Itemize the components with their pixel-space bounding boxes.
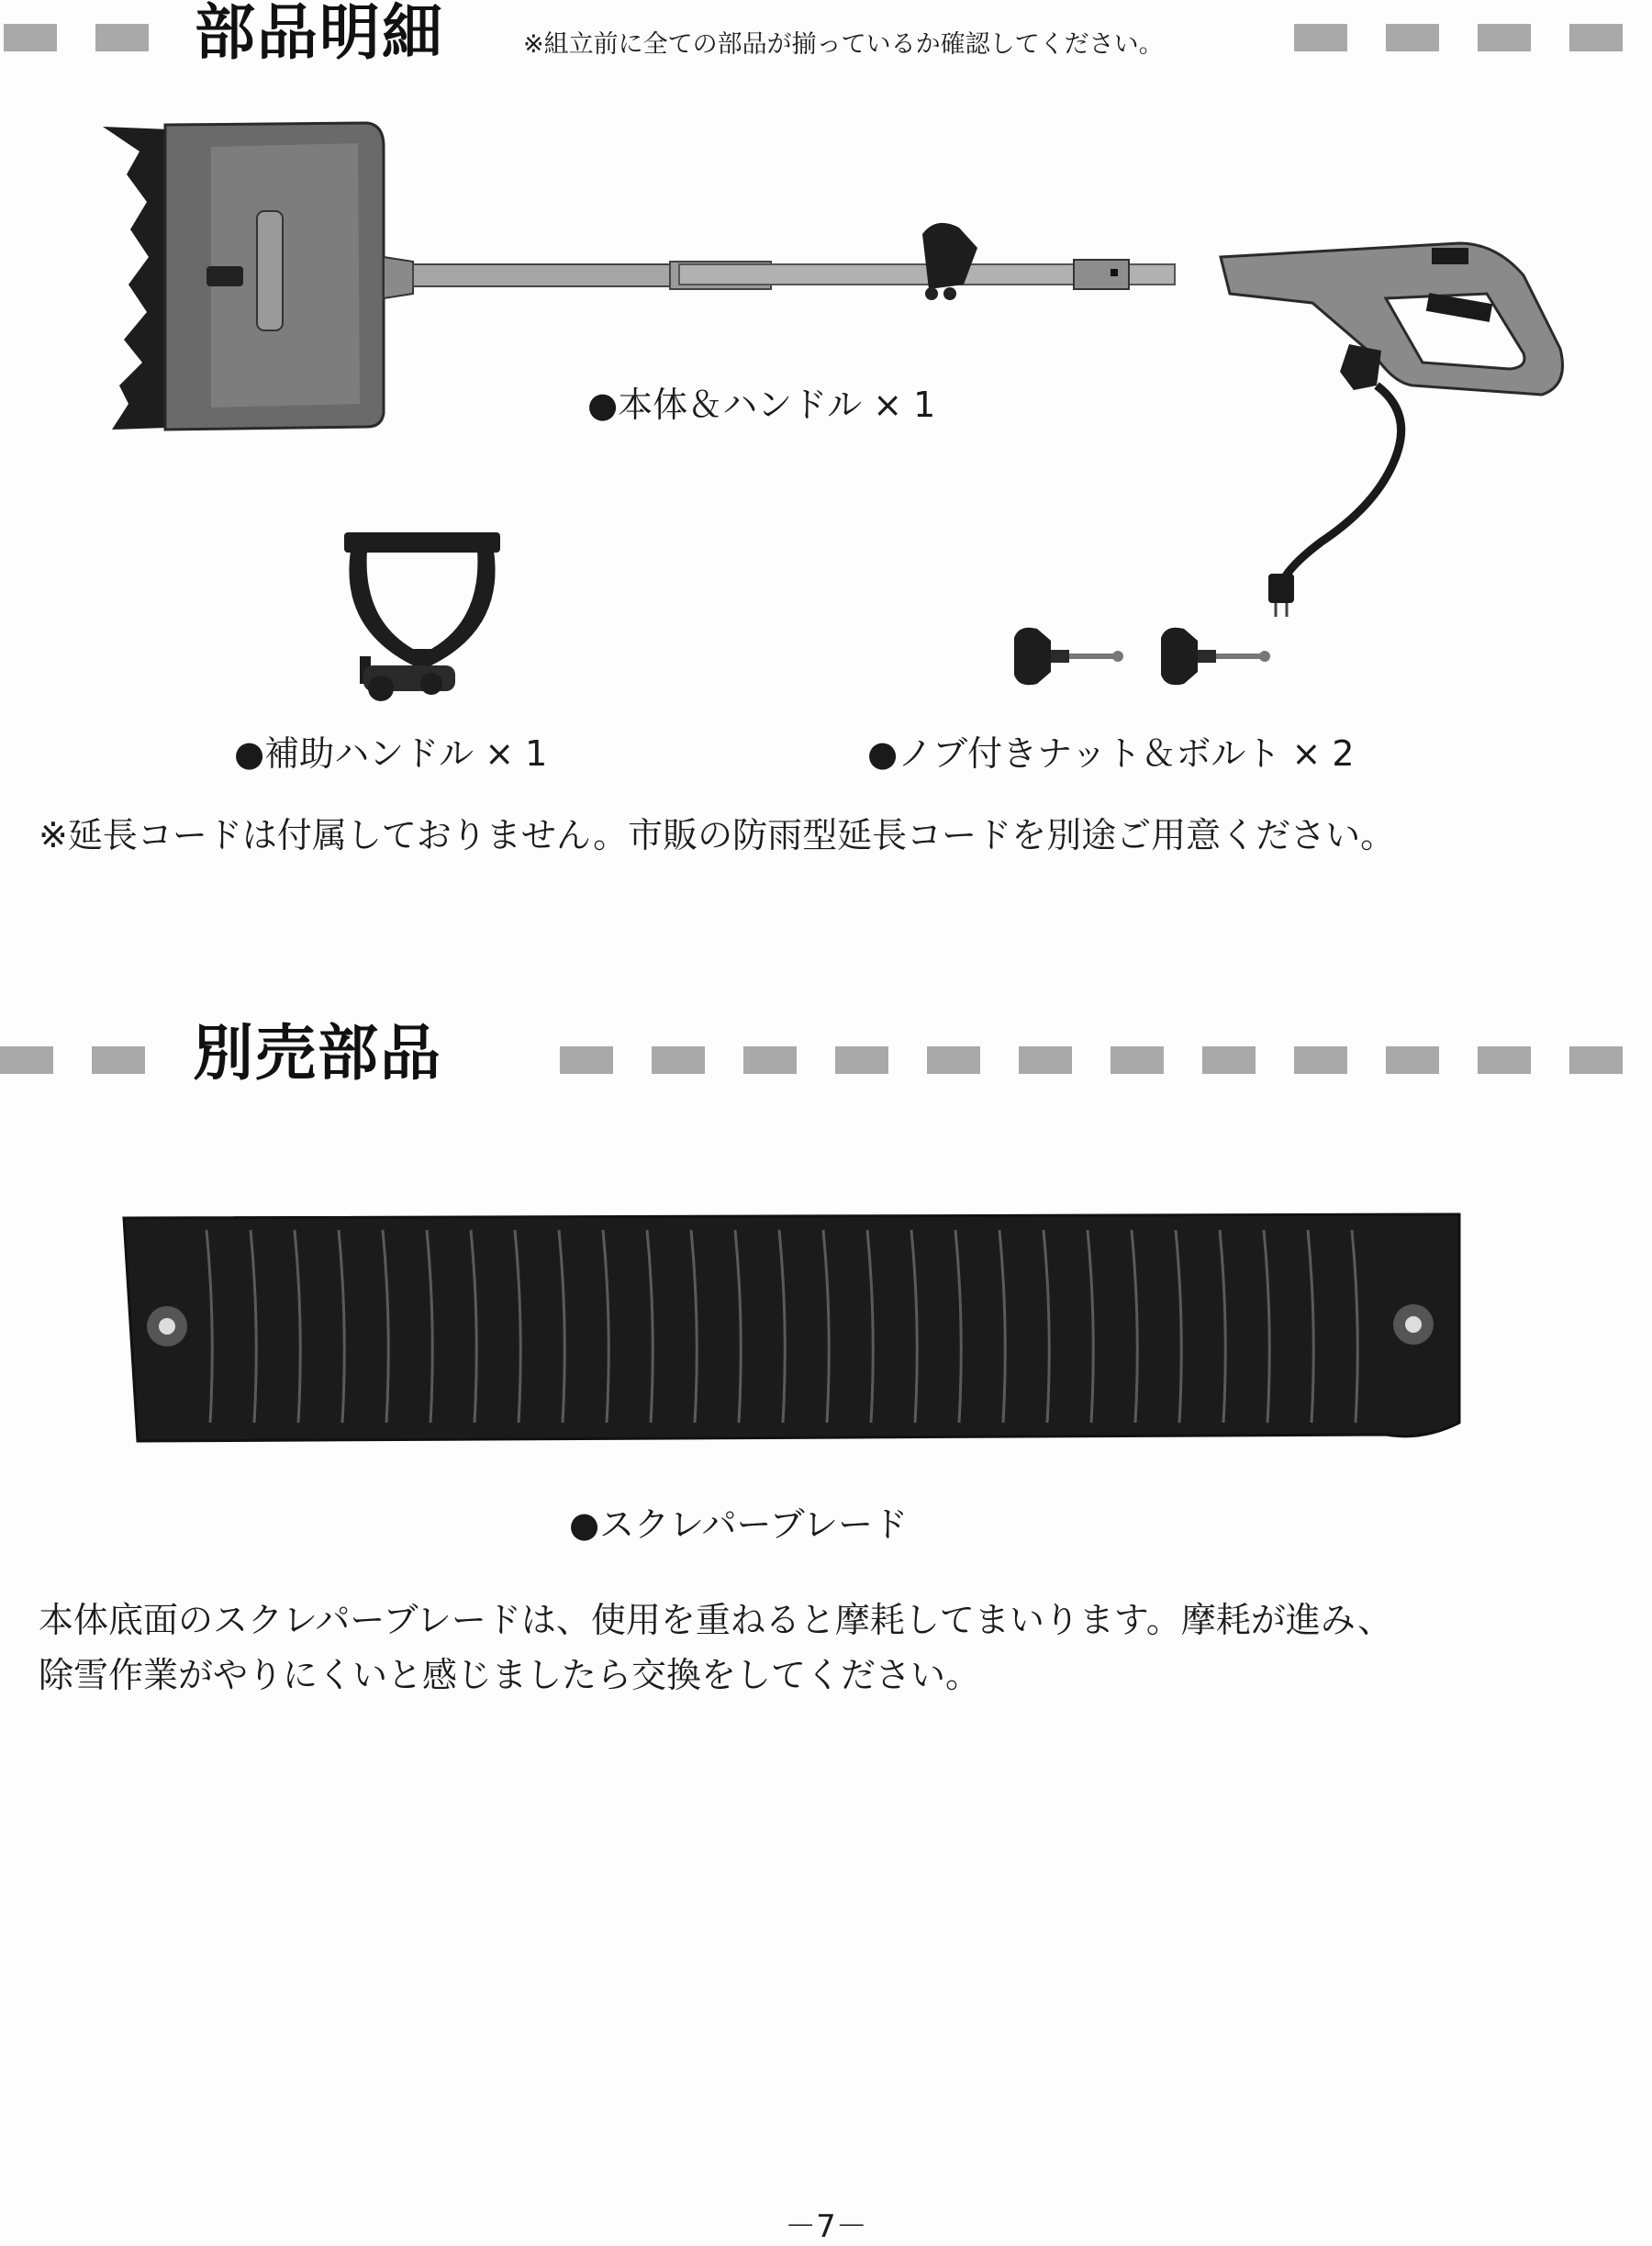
blade-description-line2: 除雪作業がやりにくいと感じましたら交換をしてください。 [39,1655,981,1695]
aux-handle-label: ●補助ハンドル × 1 [234,733,548,774]
blade-description-line1: 本体底面のスクレパーブレードは、使用を重ねると摩耗してまいります。摩耗が進み、 [39,1600,1393,1640]
header-dash [1202,1046,1256,1074]
header-dash [1478,24,1531,51]
header-dash [1478,1046,1531,1074]
page-number: －7－ [785,2208,867,2245]
header-dash [835,1046,888,1074]
header-dash [1294,1046,1347,1074]
header-dash [743,1046,797,1074]
header-dash [4,24,57,51]
knob-nut-bolt-label: ●ノブ付きナット＆ボルト × 2 [867,733,1355,774]
header-dash [1019,1046,1072,1074]
header-dash [0,1046,53,1074]
header-dash [1386,1046,1439,1074]
section1-note: ※組立前に全ての部品が揃っているか確認してください。 [523,30,1164,59]
extension-cord-note: ※延長コードは付属しておりません。市販の防雨型延長コードを別途ご用意ください。 [39,815,1396,855]
auxiliary-handle-illustration [340,528,505,711]
main-body-handle-label: ●本体＆ハンドル × 1 [587,385,936,425]
section1-title: 部品明細 [195,0,444,68]
snow-shovel-main-illustration [92,110,1560,624]
header-dash [1111,1046,1164,1074]
scraper-blade-illustration [119,1198,1468,1450]
header-dash [927,1046,980,1074]
section2-title: 別売部品 [193,1018,442,1089]
header-dash [1569,24,1623,51]
header-dash [95,24,149,51]
header-dash [92,1046,145,1074]
header-dash [1294,24,1347,51]
header-dash [560,1046,613,1074]
header-dash [652,1046,705,1074]
scraper-blade-label: ●スクレパーブレード [569,1504,909,1545]
header-dash [1569,1046,1623,1074]
header-dash [1386,24,1439,51]
knob-nut-bolt-illustration [1010,624,1285,688]
